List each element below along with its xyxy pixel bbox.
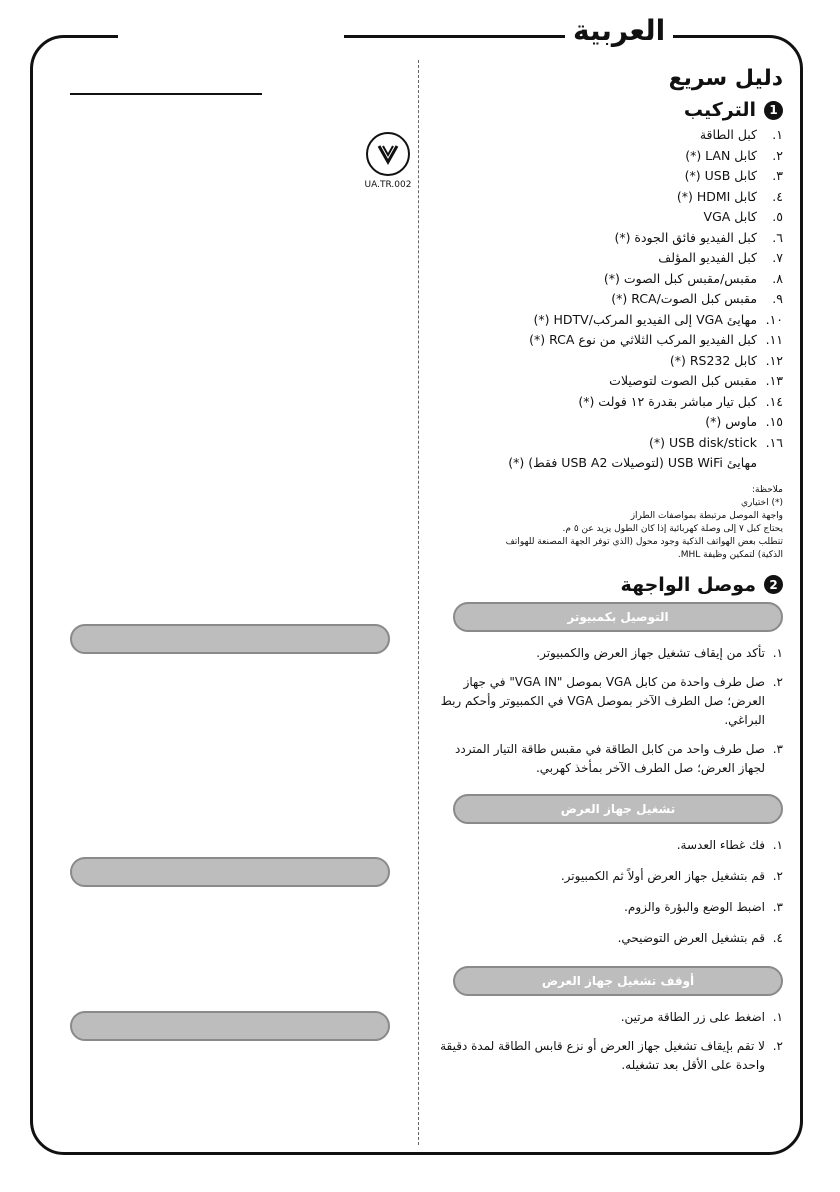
list-item: ٨. مقبس/مقبس كبل الصوت (*): [603, 270, 783, 286]
accessory-list: [438, 125, 783, 474]
note-line: ملاحظة:: [752, 484, 783, 495]
bar-connect-computer: التوصيل بكمبيوتر: [453, 602, 783, 632]
section-heading-installation: [438, 99, 783, 121]
steps-connect: [438, 644, 783, 778]
list-item: ٤. كابل HDMI (*): [676, 188, 783, 204]
step-item: ٣. اضبط الوضع والبؤرة والزوم.: [624, 899, 783, 914]
note-line: يحتاج كبل ٧ إلى وصلة كهربائية إذا كان الطول يزيد عن ٥ م.: [562, 523, 783, 534]
note-line: تتطلب بعض الهواتف الذكية وجود محول (الذي توفر الجهة المصنعة للهواتف: [505, 536, 783, 547]
list-item: ١٢. كابل RS232 (*): [669, 352, 783, 368]
list-item: ١٠. مهايئ VGA إلى الفيديو المركب/HDTV (*): [533, 311, 783, 327]
steps-power-on: [438, 836, 783, 948]
list-item: ١. كبل الطاقة: [699, 127, 783, 142]
note-line: (*) اختياري: [740, 497, 783, 508]
left-section-bar-1: [70, 624, 390, 654]
cert-label: UA.TR.002: [364, 180, 412, 190]
bar-power-on: تشغيل جهاز العرض: [453, 794, 783, 824]
note-line: واجهة الموصل مرتبطة بمواصفات الطراز: [630, 510, 783, 521]
step-item: ٢. قم بتشغيل جهاز العرض أولاً ثم الكمبيوتر.: [560, 868, 783, 883]
certification-mark: [358, 132, 418, 190]
list-item: ١٤. كبل تيار مباشر بقدرة ١٢ فولت (*): [578, 393, 783, 409]
list-item: ٥. كابل VGA: [703, 209, 783, 224]
step-item: ١. اضغط على زر الطاقة مرتين.: [620, 1009, 783, 1024]
note-line: الذكية) لتمكين وظيفة MHL.: [677, 549, 783, 560]
step-item: ٢. لا تقم بإيقاف تشغيل جهاز العرض أو نزع قابس الطاقة لمدة دقيقة واحدة على الأقل بعد تشغيله.: [440, 1038, 783, 1072]
step-item: ١. تأكد من إيقاف تشغيل جهاز العرض والكمبيوتر.: [536, 645, 783, 660]
language-title: العربية: [565, 14, 673, 47]
list-item: ٣. كابل USB (*): [684, 168, 783, 183]
list-item: مهايئ USB WiFi (لتوصيلات USB A2 فقط) (*): [508, 455, 758, 470]
step-item: ١. فك غطاء العدسة.: [676, 837, 783, 852]
list-item: ٦. كبل الفيديو فائق الجودة (*): [614, 229, 783, 245]
notes-block: [438, 484, 783, 562]
guide-title: دليل سريع: [668, 66, 783, 91]
list-item: ١٥. ماوس (*): [705, 414, 783, 429]
section-number-1: 1: [764, 101, 783, 120]
list-item: ٩. مقبس كبل الصوت/RCA (*): [611, 291, 783, 306]
left-section-bar-2: [70, 857, 390, 887]
list-item: ٢. كابل LAN (*): [685, 147, 783, 163]
list-item: ٧. كبل الفيديو المؤلف: [658, 250, 783, 265]
list-item: ١٣. مقبس كبل الصوت لتوصيلات: [609, 373, 783, 388]
steps-power-off: [438, 1008, 783, 1075]
section-title-interface: موصل الواجهة: [620, 573, 756, 596]
column-divider: [418, 60, 419, 1145]
left-section-bar-3: [70, 1011, 390, 1041]
bar-power-off: أوقف تشغيل جهاز العرض: [453, 966, 783, 996]
section-number-2: 2: [764, 575, 783, 594]
frame-gap: [118, 30, 344, 42]
arabic-column: [438, 60, 783, 1075]
step-item: ٢. صل طرف واحدة من كابل VGA بموصل "VGA IN" في جهاز العرض؛ صل الطرف الآخر بموصل VGA في الكمبيوتر وأحكم ربط البراغي.: [440, 674, 783, 727]
list-item: ١٦. USB disk/stick (*): [649, 434, 783, 450]
left-underline: [70, 93, 262, 95]
step-item: ٤. قم بتشغيل العرض التوضيحي.: [617, 930, 783, 945]
list-item: ١١. كبل الفيديو المركب الثلاثي من نوع RCA (*): [529, 332, 783, 347]
section-title-installation: التركيب: [683, 99, 756, 121]
ukrainian-conformity-icon: [366, 132, 410, 176]
section-heading-interface: [438, 574, 783, 596]
step-item: ٣. صل طرف واحد من كابل الطاقة في مقبس طاقة التيار المتردد لجهاز العرض؛ صل الطرف الآخر بمأخذ كهربي.: [455, 741, 783, 775]
